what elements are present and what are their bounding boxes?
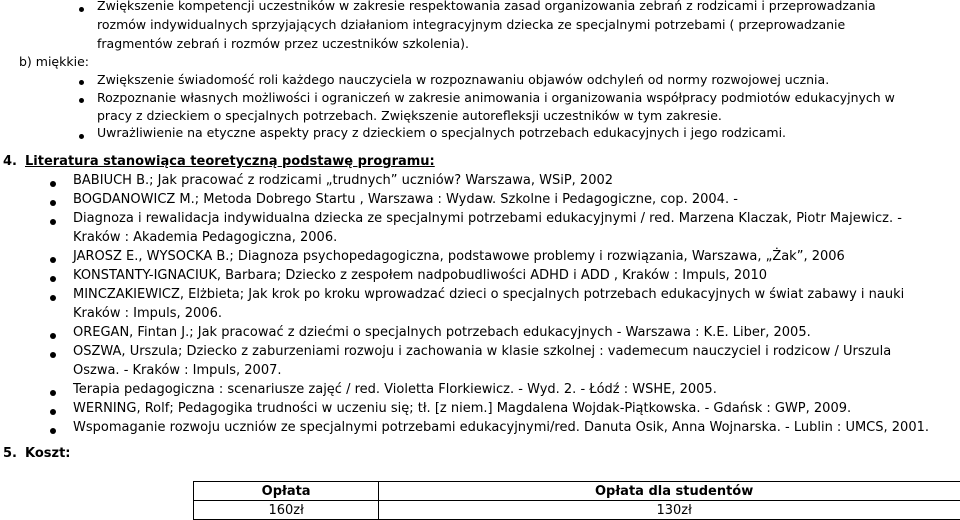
bullet-icon	[50, 295, 56, 301]
bullet-icon	[50, 181, 56, 187]
soft-pre-line-1: Zwiększenie kompetencji uczestników w zakresie respektowania zasad organizowania zebrań z rodzicami i przeprowadzania	[97, 0, 876, 13]
cost-table	[193, 481, 960, 520]
soft-line-3: pracy z dzieckiem o specjalnych potrzebach. Zwiększenie autorefleksji uczestników w tym zakresie.	[97, 108, 722, 123]
soft-line-1: Zwiększenie świadomość roli każdego nauczyciela w rozpoznawaniu objawów odchyleń od normy rozwojowej ucznia.	[97, 72, 829, 87]
fee-header: Opłata	[194, 482, 379, 501]
bullet-icon	[50, 428, 56, 434]
bullet-icon	[50, 352, 56, 358]
soft-skills-heading: b) miękkie:	[19, 54, 89, 69]
literature-item: Diagnoza i rewalidacja indywidualna dziecka ze specjalnymi potrzebami edukacyjnymi / red. Marzena Klaczak, Piotr Majewicz. -	[73, 211, 902, 226]
cost-table-row	[194, 501, 960, 520]
bullet-icon	[50, 219, 56, 225]
cost-table-header-row	[194, 482, 960, 501]
literature-item: KONSTANTY-IGNACIUK, Barbara; Dziecko z zespołem nadpobudliwości ADHD i ADD , Kraków : Impuls, 2010	[73, 268, 767, 283]
section-5-number: 5.	[3, 446, 17, 461]
fee-value: 160zł	[194, 501, 379, 520]
literature-item: WERNING, Rolf; Pedagogika trudności w uczeniu się; tł. [z niem.] Magdalena Wojdak-Piątkowska. - Gdańsk : GWP, 2009.	[73, 401, 851, 416]
bullet-icon	[79, 7, 84, 12]
literature-item: MINCZAKIEWICZ, Elżbieta; Jak krok po kroku wprowadzać dzieci o specjalnych potrzebach edukacyjnych w świat zabawy i nauki	[73, 287, 904, 302]
soft-line-2: Rozpoznanie własnych możliwości i ograniczeń w zakresie animowania i organizowania współpracy podmiotów edukacyjnych w	[97, 90, 895, 105]
literature-item-continuation: Oszwa. - Kraków : Impuls, 2007.	[73, 363, 282, 378]
bullet-icon	[50, 390, 56, 396]
section-4-number: 4.	[3, 154, 17, 169]
literature-item-continuation: Kraków : Impuls, 2006.	[73, 306, 222, 321]
literature-item: JAROSZ E., WYSOCKA B.; Diagnoza psychopedagogiczna, podstawowe problemy i rozwiązania, Warszawa, „Żak”, 2006	[73, 249, 845, 264]
literature-item: BABIUCH B.; Jak pracować z rodzicami „trudnych” uczniów? Warszawa, WSiP, 2002	[73, 173, 613, 188]
literature-item-continuation: Kraków : Akademia Pedagogiczna, 2006.	[73, 230, 337, 245]
section-4-title: Literatura stanowiąca teoretyczną podstawę programu:	[25, 154, 435, 169]
student-fee-value: 130zł	[379, 501, 960, 520]
bullet-icon	[50, 276, 56, 282]
student-fee-header: Opłata dla studentów	[379, 482, 960, 501]
bullet-icon	[50, 409, 56, 415]
soft-pre-line-3: fragmentów zebrań i rozmów przez uczestników szkolenia).	[97, 36, 469, 51]
literature-item: Wspomaganie rozwoju uczniów ze specjalnymi potrzebami edukacyjnymi/red. Danuta Osik, Anna Wojnarska. - Lublin : UMCS, 2001.	[73, 420, 929, 435]
bullet-icon	[50, 333, 56, 339]
bullet-icon	[79, 80, 84, 85]
literature-item: Terapia pedagogiczna : scenariusze zajęć / red. Violetta Florkiewicz. - Wyd. 2. - Łódź : WSHE, 2005.	[73, 382, 717, 397]
section-5-title: Koszt:	[25, 446, 71, 461]
bullet-icon	[79, 134, 84, 139]
bullet-icon	[79, 98, 84, 103]
bullet-icon	[50, 200, 56, 206]
literature-item: BOGDANOWICZ M.; Metoda Dobrego Startu , Warszawa : Wydaw. Szkolne i Pedagogiczne, cop. 2004. -	[73, 192, 738, 207]
bullet-icon	[50, 257, 56, 263]
soft-line-4: Uwrażliwienie na etyczne aspekty pracy z dzieckiem o specjalnych potrzebach edukacyjnych i jego rodzicami.	[97, 125, 786, 140]
soft-pre-line-2: rozmów indywidualnych sprzyjających działaniom integracyjnym dziecka ze specjalnymi potrzebami ( przeprowadzanie	[97, 17, 845, 32]
literature-item: OSZWA, Urszula; Dziecko z zaburzeniami rozwoju i zachowania w klasie szkolnej : vademecum nauczyciel i rodzicow / Urszula	[73, 344, 891, 359]
literature-item: OREGAN, Fintan J.; Jak pracować z dziećmi o specjalnych potrzebach edukacyjnych - Warszawa : K.E. Liber, 2005.	[73, 325, 811, 340]
